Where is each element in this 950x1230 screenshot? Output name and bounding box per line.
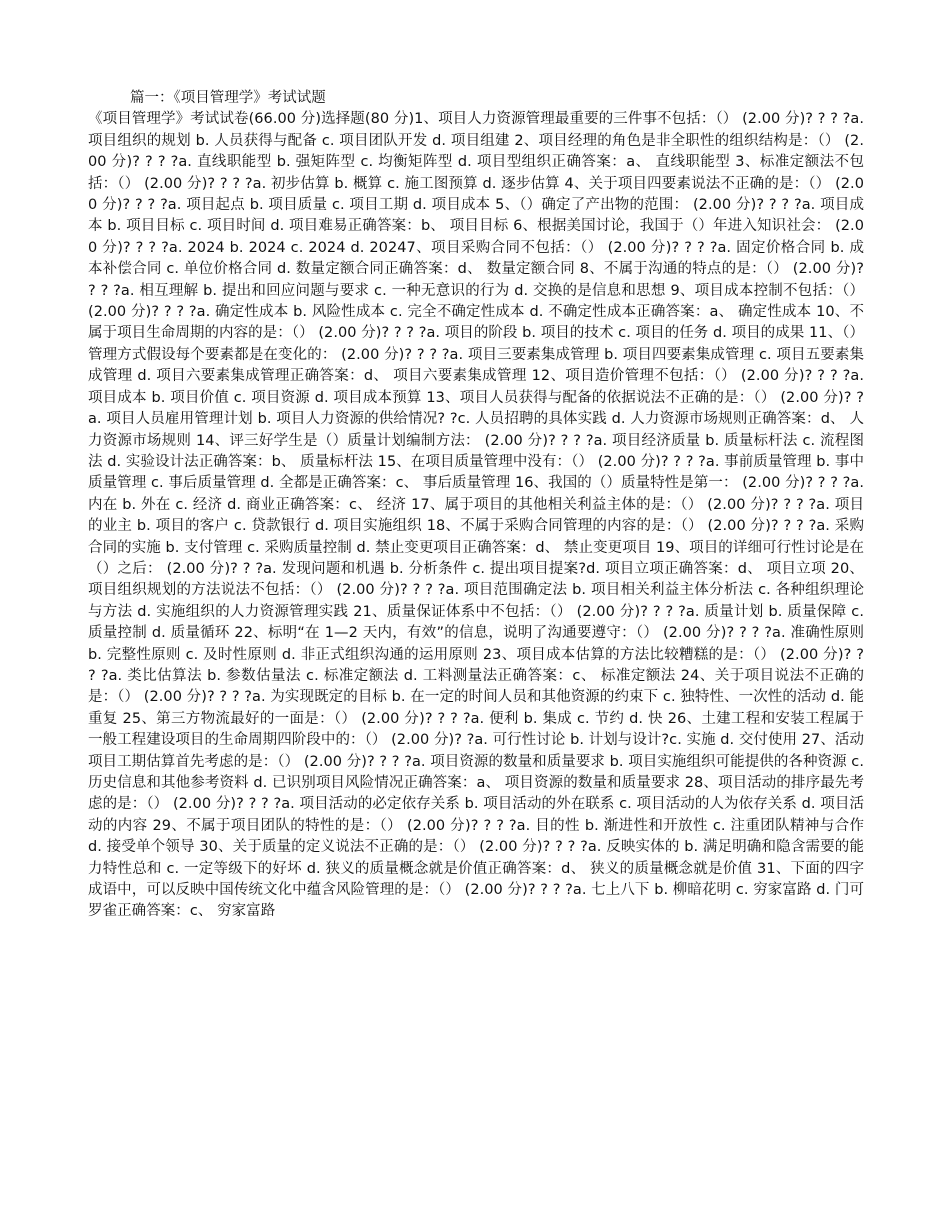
document-body: 《项目管理学》考试试卷(66.00 分)选择题(80 分)1、项目人力资源管理最重要的三件事不包括：（） (2.00 分)? ? ? ?a. 项目组织的规划 b. 人员获得与配备 c. 项目团队开发 d. 项目组建 2、项目经理的角色是非全职性的组织结构是：（） (2.00 分)? ? ? ?a. 直线职能型 b. 强矩阵型 c. 均衡矩阵型 d. 项目型组织正确答案：a、 直线职能型 3、标准定额法不包括：（） (2.00 分)? ? ? ?a. 初步估算 b. 概算 c. 施工图预算 d. 逐步估算 4、关于项目四要素说法不正确的是：（） (2.00 分)? ? ? ?a. 项目起点 b. 项目质量 c. 项目工期 d. 项目成本 5、（）确定了产出物的范围： (2.00 分)? ? ? ?a. 项目成本 b. 项目目标 c. 项目时间 d. 项目难易正确答案：b、 项目目标 6、根据美国讨论，我国于（）年进入知识社会： (2.00 分)? ? ? ?a. 2024 b. 2024 c. 2024 d. 20247、项目采购合同不包括：（） (2.00 分)? ? ? ?a. 固定价格合同 b. 成本补偿合同 c. 单位价格合同 d. 数量定额合同正确答案：d、 数量定额合同 8、不属于沟通的特点的是：（） (2.00 分)? ? ? ?a. 相互理解 b. 提出和回应问题与要求 c. 一种无意识的行为 d. 交换的是信息和思想 9、项目成本控制不包括：（） (2.00 分)? ? ? ?a. 确定性成本 b. 风险性成本 c. 完全不确定性成本 d. 不确定性成本正确答案：a、 确定性成本 10、不属于项目生命周期的内容的是：（） (2.00 分)? ? ? ?a. 项目的阶段 b. 项目的技术 c. 项目的任务 d. 项目的成果 11、（）管理方式假设每个要素都是在变化的： (2.00 分)? ? ? ?a. 项目三要素集成管理 b. 项目四要素集成管理 c. 项目五要素集成管理 d. 项目六要素集成管理正确答案：d、 项目六要素集成管理 12、项目造价管理不包括：（） (2.00 分)? ? ? ?a. 项目成本 b. 项目价值 c. 项目资源 d. 项目成本预算 13、项目人员获得与配备的依据说法不正确的是：（） (2.00 分)? ?a. 项目人员雇用管理计划 b. 项目人力资源的供给情况? ?c. 人员招聘的具体实践 d. 人力资源市场规则正确答案：d、 人力资源市场规则 14、评三好学生是（）质量计划编制方法： (2.00 分)? ? ? ?a. 项目经济质量 b. 质量标杆法 c. 流程图法 d. 实验设计法正确答案：b、 质量标杆法 15、在项目质量管理中没有：（） (2.00 分)? ? ? ?a. 事前质量管理 b. 事中质量管理 c. 事后质量管理 d. 全都是正确答案：c、 事后质量管理 16、我国的（）质量特性是第一： (2.00 分)? ? ? ?a. 内在 b. 外在 c. 经济 d. 商业正确答案：c、 经济 17、属于项目的其他相关利益主体的是：（） (2.00 分)? ? ? ?a. 项目的业主 b. 项目的客户 c. 贷款银行 d. 项目实施组织 18、不属于采购合同管理的内容的是：（） (2.00 分)? ? ? ?a. 采购合同的实施 b. 支付管理 c. 采购质量控制 d. 禁止变更项目正确答案：d、 禁止变更项目 19、项目的详细可行性讨论是在（）之后： (2.00 分)? ? ?a. 发现问题和机遇 b. 分析条件 c. 提出项目提案?d. 项目立项正确答案：d、 项目立项 20、项目组织规划的方法说法不包括：（） (2.00 分)? ? ? ?a. 项目范围确定法 b. 项目相关利益主体分析法 c. 各种组织理论与方法 d. 实施组织的人力资源管理实践 21、质量保证体系中不包括：（） (2.00 分)? ? ? ?a. 质量计划 b. 质量保障 c. 质量控制 d. 质量循环 22、标明“在 1—2 天内，有效”的信息，说明了沟通要遵守：（） (2.00 分)? ? ? ?a. 准确性原则 b. 完整性原则 c. 及时性原则 d. 非正式组织沟通的运用原则 23、项目成本估算的方法比较糟糕的是：（） (2.00 分)? ? ? ?a. 类比估算法 b. 参数估量法 c. 标准定额法 d. 工料测量法正确答案：c、 标准定额法 24、关于项目说法不正确的是：（） (2.00 分)? ? ? ?a. 为实现既定的目标 b. 在一定的时间人员和其他资源的约束下 c. 独特性、一次性的活动 d. 能重复 25、第三方物流最好的一面是：（） (2.00 分)? ? ? ?a. 便利 b. 集成 c. 节约 d. 快 26、土建工程和安装工程属于一般工程建设项目的生命周期四阶段中的：（） (2.00 分)? ?a. 可行性讨论 b. 计划与设计?c. 实施 d. 交付使用 27、活动项目工期估算首先考虑的是：（） (2.00 分)? ? ? ?a. 项目资源的数量和质量要求 b. 项目实施组织可能提供的各种资源 c. 历史信息和其他参考资料 d. 已识别项目风险情况正确答案：a、 项目资源的数量和质量要求 28、项目活动的排序最先考虑的是：（） (2.00 分)? ? ? ?a. 项目活动的必定依存关系 b. 项目活动的外在联系 c. 项目活动的人为依存关系 d. 项目活动的内容 29、不属于项目团队的特性的是：（） (2.00 分)? ? ? ?a. 目的性 b. 渐进性和开放性 c. 注重团队精神与合作 d. 接受单个领导 30、关于质量的定义说法不正确的是：（） (2.00 分)? ? ? ?a. 反映实体的 b. 满足明确和隐含需要的能力特性总和 c. 一定等级下的好坏 d. 狭义的质量概念就是价值正确答案：d、 狭义的质量概念就是价值 31、下面的四字成语中，可以反映中国传统文化中蕴含风险管理的是：（） (2.00 分)? ? ? ?a. 七上八下 b. 柳暗花明 c. 穷家富路 d. 门可罗雀正确答案：c、 穷家富路 xyxy=(88,111,865,920)
document-page xyxy=(88,88,864,923)
document-title: 篇一：《项目管理学》考试试题 xyxy=(130,90,326,106)
